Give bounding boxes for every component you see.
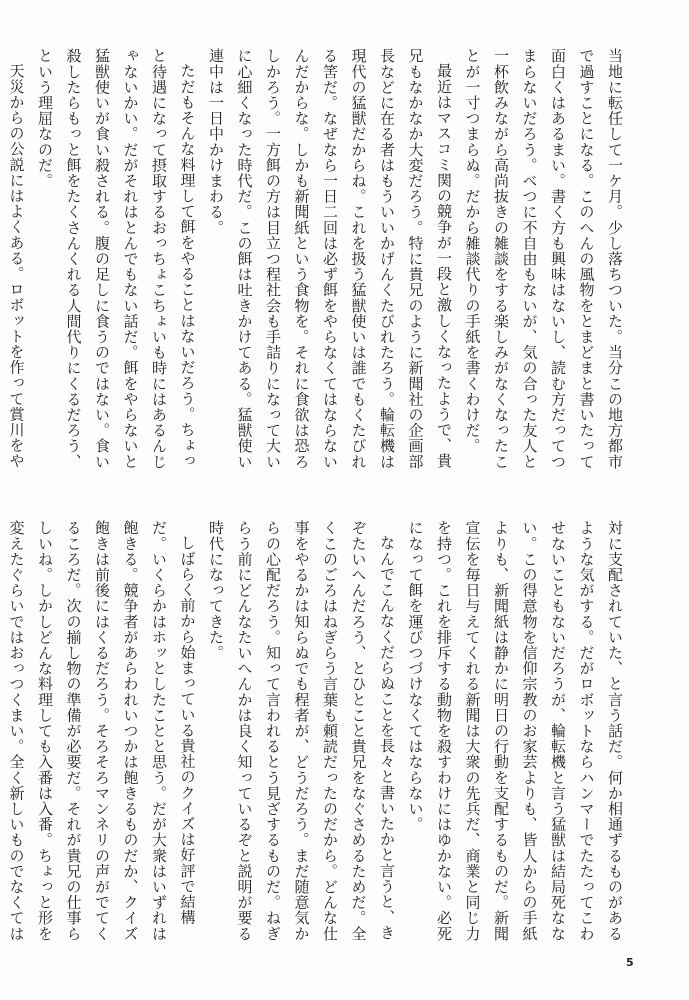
paragraph: 当地に転任して一ケ月。少し落ちついた。当分この地方都市で過すことになる。このへんの風物をとまどまと書いたって面白くはあるまい。書く方も興味はないし、読む方だってつまらないだろう。べつに不自由もないが、気の合った友人と一杯飲みながら高尚抜きの雑談をする楽しみがなくなったことが一寸つまらぬ。だから雑談代りの手紙を書くわけだ。: [463, 48, 624, 470]
paragraph: しばらく前から始まっている貴社のクイズは好評で結構だ。いくらかはホッとしたことと思う。だが大衆はいずれは飽きる。競争者があらわれいつかは飽きるものだか、クイズ飽きは前後にはくるだろう。そろそろマンネリの声がでてくるころだ。次の揃し物の準備が必要だ。それが貴兄の仕事らしいね。しかしどんな料理しても入番は入番。ちょっと形を変えたぐらいではおっつくまい。全く新しいものでなくては: [7, 520, 197, 942]
text-column-block-top: [7, 48, 629, 480]
paragraph: ただもそんな料理して餌をやることはないだろう。ちょっと待遇になって摂取するおっちょこちょいも時にはあるんじゃないかい。だがそれはとんでもない話だ。餌をやらないと猛獣使いが食い殺される。腹の足しに食うのではない。食い殺したらもっと餌をたくさんくれる人間代りにくるだろう、という理屈なのだ。: [36, 48, 197, 470]
text-column-block-bottom: [7, 520, 629, 952]
paragraph: 最近はマスコミ関の競争が一段と激しくなったようで、貴兄もなかなか大変だろう。特に貴兄のように新聞社の企画部長などに在る者はもういいかげんくたびれたろう。輪転機は現代の猛獣だからね。これを扱う猛獣使いは誰でもくたびれる筈だ。なぜなら一日二回は必ず餌をやらなくてはならないんだからな。しかも新聞紙という食物を。それに食欲は恐ろしかろう。一方餌の方は目立つ程社会も手詰りになって大いに心細くなった時代だ。この餌は吐きかけてある。猛獣使い連中は一日中かけまわる。: [207, 48, 453, 470]
paragraph: 対に支配されていた、と言う話だ。何か相通ずるものがあるような気がする。だがロボットならハンマーでたたってこわせないこともないだろうが、輪転機と言う猛獣は結局死なない。この得意物を信仰宗教のお家芸よりも、皆人からの手紙よりも、新聞紙は静かに明日の行動を支配するものだ。新聞宣伝を毎日与えてくれる新聞は大衆の先兵だ、商業と同じ力を持つ。これを排斥する動物を殺すわけにはゆかない。必死になって餌を運びつづけなくてはならない。: [406, 520, 624, 942]
paragraph: 天災からの公説にはよくある。ロボットを作って賞川をや: [7, 63, 26, 469]
page-number: 5: [626, 956, 634, 969]
paragraph: なんでこんなくだらぬことを長々と書いたかと言うと、きぞたいへんだろう、とひとこと貴兄をなぐさめるためだ。全くこのごろはねぎらう言葉も頼読だったのだから。どんな仕事をやるかは知らぬでも程者が、どうだろう。まだ随意気からの心配だろう。知って言われるとう見ざするものだ。ねぎらう前にどんなたいへんかは良く知っているぞと説明が要る時代になってきた。: [207, 520, 396, 942]
